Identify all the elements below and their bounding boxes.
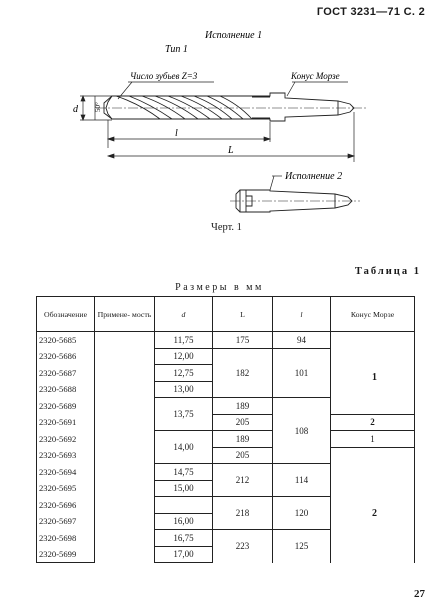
- table-row: [37, 332, 415, 349]
- drill-drawing: [0, 0, 439, 250]
- L-cell: 175: [213, 332, 273, 349]
- figure-caption: Черт. 1: [211, 222, 242, 233]
- designation-cell: 2320-5698: [37, 530, 95, 547]
- designation-cell: 2320-5689: [37, 398, 95, 415]
- d-cell: 11,75: [155, 332, 213, 349]
- d-cell: 15,00: [155, 480, 213, 497]
- L-cell: 205: [213, 414, 273, 431]
- designation-cell: 2320-5691: [37, 414, 95, 431]
- d-cell: 16,00: [155, 513, 213, 530]
- dim-l-label: l: [175, 128, 178, 139]
- L-cell: 223: [213, 530, 273, 563]
- col-header-L: L: [213, 297, 273, 332]
- document-header: ГОСТ 3231—71 С. 2: [316, 6, 425, 18]
- l-cell: 120: [273, 497, 331, 530]
- L-cell: 182: [213, 348, 273, 398]
- dim-50-label: 50°: [94, 102, 102, 112]
- table-header-row: [37, 297, 415, 332]
- l-cell: 108: [273, 398, 331, 464]
- designation-cell: 2320-5692: [37, 431, 95, 448]
- table-row: [37, 431, 415, 448]
- col-header-morse: Конус Морзе: [331, 297, 415, 332]
- d-cell: 12,00: [155, 348, 213, 365]
- designation-cell: 2320-5699: [37, 546, 95, 563]
- d-cell: 16,75: [155, 530, 213, 547]
- d-cell: [155, 497, 213, 514]
- morse-cell: 1: [331, 431, 415, 448]
- col-header-l: l: [273, 297, 331, 332]
- designation-cell: 2320-5686: [37, 348, 95, 365]
- morse-cone-label: Конус Морзе: [291, 71, 340, 81]
- table-row: [37, 447, 415, 464]
- d-cell: 14,75: [155, 464, 213, 481]
- designation-cell: 2320-5687: [37, 365, 95, 382]
- designation-cell: 2320-5696: [37, 497, 95, 514]
- l-cell: 125: [273, 530, 331, 563]
- variant2-label: Исполнение 2: [285, 171, 343, 182]
- L-cell: 189: [213, 398, 273, 415]
- d-cell: 13,75: [155, 398, 213, 431]
- designation-cell: 2320-5685: [37, 332, 95, 349]
- L-cell: 205: [213, 447, 273, 464]
- l-cell: 101: [273, 348, 331, 398]
- col-header-d: d: [155, 297, 213, 332]
- table-row: [37, 414, 415, 431]
- designation-cell: 2320-5695: [37, 480, 95, 497]
- l-cell: 94: [273, 332, 331, 349]
- morse-cell: 2: [331, 414, 415, 431]
- teeth-label: Число зубьев Z=3: [130, 71, 198, 81]
- d-cell: 12,75: [155, 365, 213, 382]
- morse-value-2: 2: [372, 508, 377, 519]
- table-title: Таблица 1: [354, 266, 421, 277]
- l-cell: 114: [273, 464, 331, 497]
- designation-cell: 2320-5693: [37, 447, 95, 464]
- dimensions-table: [36, 296, 415, 563]
- d-cell: 14,00: [155, 431, 213, 464]
- designation-cell: 2320-5697: [37, 513, 95, 530]
- d-cell: 17,00: [155, 546, 213, 563]
- page-number: 27: [414, 588, 425, 600]
- L-cell: 189: [213, 431, 273, 448]
- col-header-applicability: Примене- мость: [95, 297, 155, 332]
- variant1-label: Исполнение 1: [205, 30, 263, 41]
- morse-cell: [331, 447, 415, 563]
- L-cell: 212: [213, 464, 273, 497]
- dim-L-label: L: [228, 145, 234, 156]
- col-header-designation: Обозначение: [37, 297, 95, 332]
- d-cell: 13,00: [155, 381, 213, 398]
- designation-cell: 2320-5694: [37, 464, 95, 481]
- applicability-cell: [95, 332, 155, 563]
- type-label: Тип 1: [165, 44, 188, 55]
- table-subtitle: Размеры в мм: [175, 282, 264, 293]
- dim-d-label: d: [73, 104, 78, 115]
- designation-cell: 2320-5688: [37, 381, 95, 398]
- L-cell: 218: [213, 497, 273, 530]
- morse-value-1: 1: [372, 372, 377, 383]
